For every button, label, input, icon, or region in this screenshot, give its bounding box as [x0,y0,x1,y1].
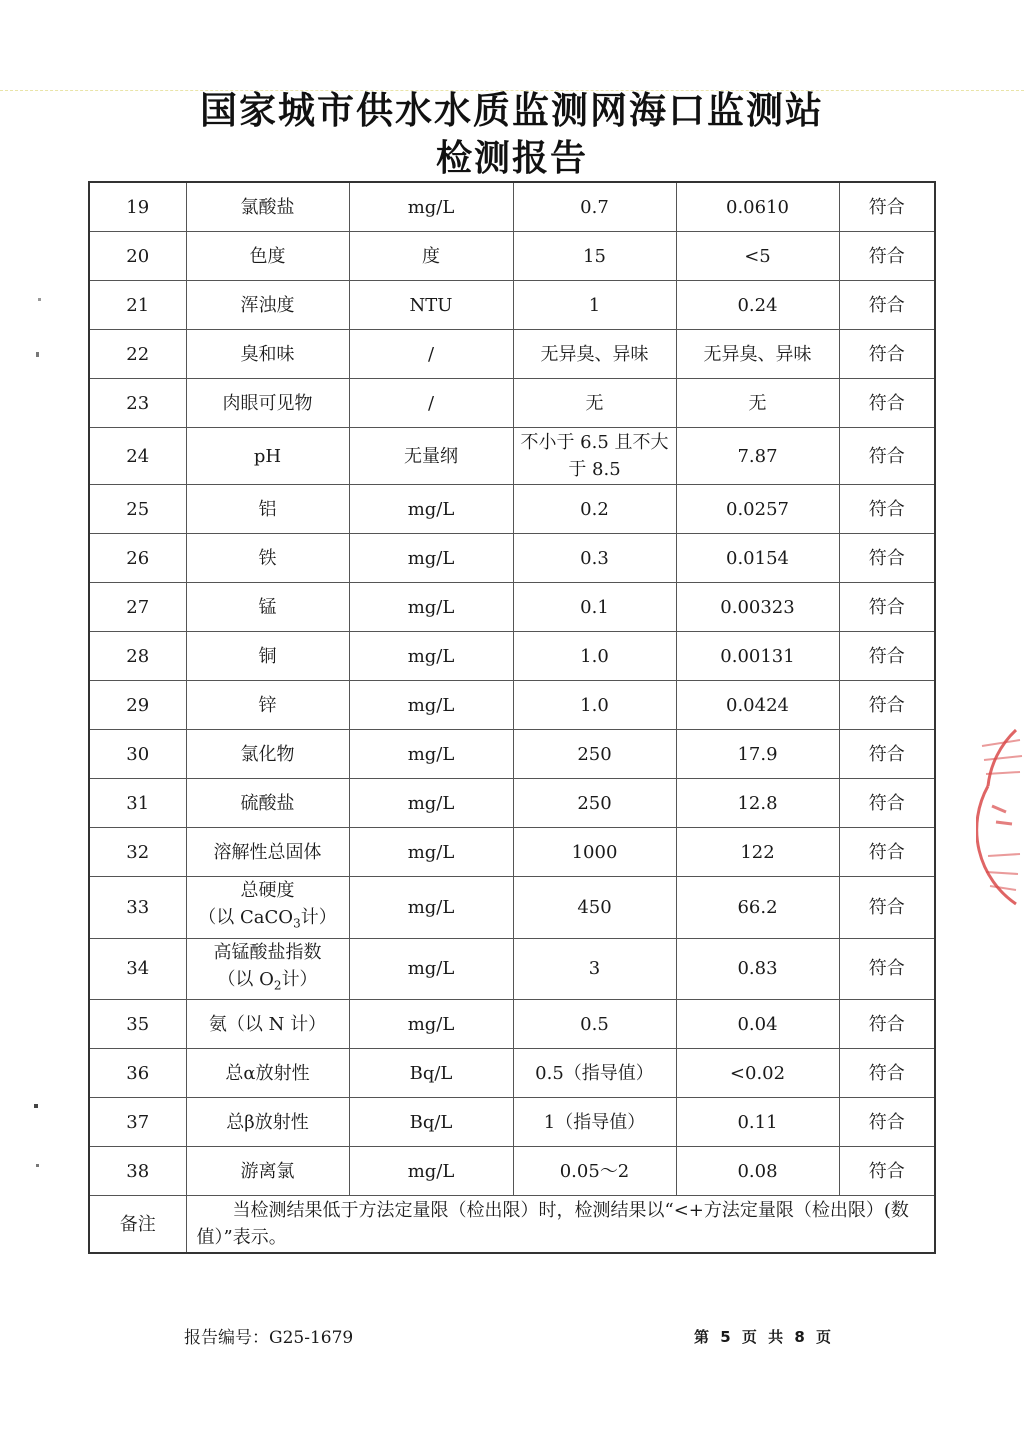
row-number: 31 [89,779,186,828]
table-row [89,428,935,485]
unit: 无量纲 [349,428,513,485]
unit: mg/L [349,730,513,779]
remarks-text: 当检测结果低于方法定量限（检出限）时，检测结果以“<+方法定量限（检出限）(数值）”表示。 [186,1196,935,1254]
row-number: 37 [89,1098,186,1147]
result-value: 0.0154 [676,534,839,583]
unit: Bq/L [349,1049,513,1098]
item-name: 铜 [186,632,349,681]
item-name: 铝 [186,485,349,534]
page-indicator: 第 5 页 共 8 页 [694,1328,831,1346]
limit-value: 0.2 [513,485,676,534]
verdict: 符合 [839,779,935,828]
limit-value: 0.5 [513,1000,676,1049]
result-value: 0.0257 [676,485,839,534]
result-value: 0.00131 [676,632,839,681]
result-value: 122 [676,828,839,877]
subscript: 3 [293,916,301,931]
verdict: 符合 [839,1000,935,1049]
limit-value: 0.5（指导值） [513,1049,676,1098]
result-value: 0.08 [676,1147,839,1196]
unit: mg/L [349,828,513,877]
limit-value: 0.05～2 [513,1147,676,1196]
row-number: 20 [89,232,186,281]
row-number: 28 [89,632,186,681]
limit-value: 无 [513,379,676,428]
row-number: 23 [89,379,186,428]
table-row [89,632,935,681]
limit-value: 0.3 [513,534,676,583]
item-name: 硫酸盐 [186,779,349,828]
unit: mg/L [349,877,513,939]
verdict: 符合 [839,379,935,428]
verdict: 符合 [839,428,935,485]
row-number: 34 [89,938,186,1000]
result-value: 无 [676,379,839,428]
item-name: 溶解性总固体 [186,828,349,877]
table-row [89,938,935,1000]
result-value: <5 [676,232,839,281]
result-value: 0.0424 [676,681,839,730]
report-subtitle: 检测报告 [435,138,588,179]
table-row [89,730,935,779]
verdict: 符合 [839,534,935,583]
verdict: 符合 [839,632,935,681]
result-value: 66.2 [676,877,839,939]
table-row [89,779,935,828]
row-number: 21 [89,281,186,330]
unit: mg/L [349,779,513,828]
limit-value: 3 [513,938,676,1000]
result-value: 0.00323 [676,583,839,632]
row-number: 32 [89,828,186,877]
limit-value: 1 [513,281,676,330]
item-name [186,877,349,939]
row-number: 22 [89,330,186,379]
result-value: 7.87 [676,428,839,485]
limit-value: 250 [513,730,676,779]
limit-value: 1000 [513,828,676,877]
table-row [89,1098,935,1147]
subscript: 2 [273,978,282,993]
unit: mg/L [349,1000,513,1049]
item-name: 氯化物 [186,730,349,779]
row-number: 25 [89,485,186,534]
unit: / [349,330,513,379]
row-number: 38 [89,1147,186,1196]
unit: mg/L [349,182,513,232]
table-row [89,1147,935,1196]
table-row [89,877,935,939]
result-value: 0.04 [676,1000,839,1049]
result-value: 0.0610 [676,182,839,232]
result-value: 无异臭、异味 [676,330,839,379]
item-name: 总β放射性 [186,1098,349,1147]
item-text: 计） [281,968,318,990]
verdict: 符合 [839,877,935,939]
item-name: 铁 [186,534,349,583]
verdict: 符合 [839,828,935,877]
limit-line: 于 8.5 [568,459,621,480]
item-name: 总α放射性 [186,1049,349,1098]
item-text: 计） [300,907,337,928]
unit: mg/L [349,485,513,534]
scan-speck [38,298,41,301]
row-number: 29 [89,681,186,730]
verdict: 符合 [839,583,935,632]
remarks-label: 备注 [89,1196,186,1254]
verdict: 符合 [839,232,935,281]
limit-value: 250 [513,779,676,828]
unit: mg/L [349,632,513,681]
result-value: 0.83 [676,938,839,1000]
item-line: 总硬度 [240,880,295,901]
result-value: 0.24 [676,281,839,330]
table-row [89,379,935,428]
table-row [89,534,935,583]
limit-value: 1.0 [513,681,676,730]
item-name: 浑浊度 [186,281,349,330]
verdict: 符合 [839,1098,935,1147]
table-row [89,1000,935,1049]
item-line [191,966,345,1000]
scan-speck [36,1164,39,1167]
item-name: 色度 [186,232,349,281]
seal-graphic [976,726,1024,910]
verdict: 符合 [839,730,935,779]
limit-value: 0.1 [513,583,676,632]
item-name: 游离氯 [186,1147,349,1196]
limit-value: 无异臭、异味 [513,330,676,379]
unit: mg/L [349,681,513,730]
item-text: （以 CaCO [198,907,294,928]
verdict: 符合 [839,938,935,1000]
table-row [89,232,935,281]
official-seal-stamp [976,726,1024,910]
limit-value [513,428,676,485]
row-number: 26 [89,534,186,583]
row-number: 27 [89,583,186,632]
table-row [89,485,935,534]
result-value: 0.11 [676,1098,839,1147]
item-name: 肉眼可见物 [186,379,349,428]
limit-value: 15 [513,232,676,281]
result-value: 17.9 [676,730,839,779]
unit: Bq/L [349,1098,513,1147]
limit-value: 1.0 [513,632,676,681]
unit: / [349,379,513,428]
table-row [89,583,935,632]
result-value: 12.8 [676,779,839,828]
limit-line: 不小于 6.5 且不大 [520,432,669,453]
unit: mg/L [349,1147,513,1196]
limit-value: 1（指导值） [513,1098,676,1147]
table-row [89,1049,935,1098]
report-number: 报告编号：G25-1679 [184,1328,354,1348]
remarks-row [89,1196,935,1254]
verdict: 符合 [839,485,935,534]
table-row [89,281,935,330]
table-row [89,330,935,379]
item-line: 高锰酸盐指数 [213,941,322,963]
verdict: 符合 [839,281,935,330]
item-name: 锰 [186,583,349,632]
unit: mg/L [349,534,513,583]
limit-value: 450 [513,877,676,939]
limit-value: 0.7 [513,182,676,232]
unit: mg/L [349,938,513,1000]
results-table [88,181,936,1254]
result-value: <0.02 [676,1049,839,1098]
item-line [191,904,345,938]
row-number: 19 [89,182,186,232]
verdict: 符合 [839,681,935,730]
scan-speck [34,1104,38,1108]
row-number: 36 [89,1049,186,1098]
unit: 度 [349,232,513,281]
item-name: 锌 [186,681,349,730]
verdict: 符合 [839,1147,935,1196]
scan-speck [36,352,39,357]
verdict: 符合 [839,182,935,232]
row-number: 33 [89,877,186,939]
table-row [89,182,935,232]
row-number: 30 [89,730,186,779]
item-name: 臭和味 [186,330,349,379]
item-text: （以 O [217,968,274,990]
item-name: 氯酸盐 [186,182,349,232]
item-name: pH [186,428,349,485]
table-row [89,681,935,730]
table-row [89,828,935,877]
unit: mg/L [349,583,513,632]
item-name: 氨（以 N 计） [186,1000,349,1049]
verdict: 符合 [839,1049,935,1098]
unit: NTU [349,281,513,330]
row-number: 35 [89,1000,186,1049]
item-name [186,938,349,1000]
verdict: 符合 [839,330,935,379]
report-title: 国家城市供水水质监测网海口监测站 [200,89,824,132]
row-number: 24 [89,428,186,485]
